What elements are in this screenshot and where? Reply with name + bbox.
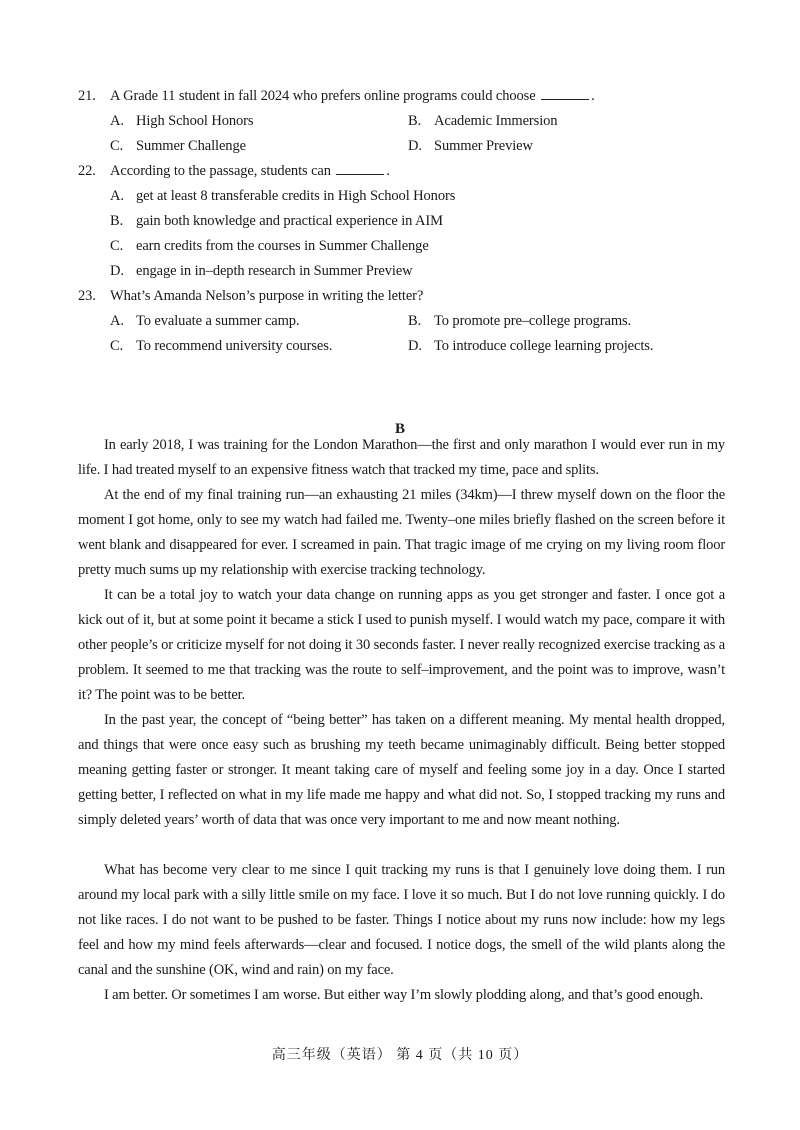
question-23-option-a: A. To evaluate a summer camp.: [110, 313, 300, 329]
question-21-option-a: A. High School Honors: [110, 113, 254, 129]
question-text: What’s Amanda Nelson’s purpose in writing the letter?: [110, 288, 424, 304]
answer-blank: [336, 162, 384, 175]
question-number: 23.: [78, 288, 96, 304]
passage-paragraph: It can be a total joy to watch your data change on running apps as you get stronger and faster. I once got a kick out of it, but at some point it became a stick I used to punish myself. I would watch my pace, compare it with other people’s or criticize myself for not doing it 30 seconds faster. I never really recognized exercise tracking as a problem. It seemed to me that tracking was the route to self–improvement, and the point was to improve, wasn’t it? The point was to be better.: [78, 587, 725, 703]
question-22-option-d: D. engage in in–depth research in Summer Preview: [110, 263, 413, 279]
question-text: According to the passage, students can: [110, 163, 331, 179]
question-21-option-c: C. Summer Challenge: [110, 138, 246, 154]
passage-paragraph: In early 2018, I was training for the London Marathon—the first and only marathon I would ever run in my life. I had treated myself to an expensive fitness watch that tracked my time, pace and splits.: [78, 437, 725, 478]
passage-paragraph: In the past year, the concept of “being better” has taken on a different meaning. My mental health dropped, and things that were once easy such as brushing my teeth became unimaginably difficult. Being better stopped meaning getting faster or stronger. It meant taking care of myself and feeling some joy in a day. Once I started getting better, I reflected on what in my life made me happy and what did not. So, I stopped tracking my runs and simply deleted years’ worth of data that was once very important to me and now meant nothing.: [78, 712, 725, 828]
page-footer: 高三年级（英语） 第 4 页（共 10 页）: [271, 1048, 529, 1063]
question-23-option-d: D. To introduce college learning projects.: [408, 338, 654, 354]
question-22-option-a: A. get at least 8 transferable credits in High School Honors: [110, 188, 456, 204]
passage-paragraph: What has become very clear to me since I quit tracking my runs is that I genuinely love doing them. I run around my local park with a silly little smile on my face. I love it so much. But I do not love running quickly. I do not like races. I do not want to be pushed to be faster. Things I notice about my runs now include: how my legs feel and how my mind feels afterwards—clear and focused. I notice dogs, the smell of the wild plants along the canal and the sunshine (OK, wind and rain) on my face.: [78, 862, 725, 978]
question-number: 21.: [78, 88, 96, 104]
passage-paragraph: I am better. Or sometimes I am worse. But either way I’m slowly plodding along, and that’s good enough.: [104, 987, 704, 1003]
question-number: 22.: [78, 163, 96, 179]
question-21-option-b: B. Academic Immersion: [408, 113, 558, 129]
question-22-stem: 22. According to the passage, students can .: [78, 163, 390, 179]
question-22-option-b: B. gain both knowledge and practical experience in AIM: [110, 213, 443, 229]
passage-paragraph: At the end of my final training run—an exhausting 21 miles (34km)—I threw myself down on the floor the moment I got home, only to see my watch had failed me. Twenty–one miles briefly flashed on the screen before it went blank and disappeared for ever. I screamed in pain. That tragic image of me crying on my living room floor pretty much sums up my relationship with exercise tracking technology.: [78, 487, 725, 578]
question-21-option-d: D. Summer Preview: [408, 138, 533, 154]
section-title: B: [394, 421, 405, 437]
question-23-stem: [78, 286, 423, 306]
question-21-stem: 21. A Grade 11 student in fall 2024 who prefers online programs could choose .: [78, 88, 595, 104]
question-22-option-c: C. earn credits from the courses in Summer Challenge: [110, 238, 429, 254]
question-text: A Grade 11 student in fall 2024 who prefers online programs could choose: [110, 88, 536, 104]
question-23-option-b: B. To promote pre–college programs.: [408, 313, 632, 329]
answer-blank: [541, 87, 589, 100]
question-23-option-c: C. To recommend university courses.: [110, 338, 333, 354]
